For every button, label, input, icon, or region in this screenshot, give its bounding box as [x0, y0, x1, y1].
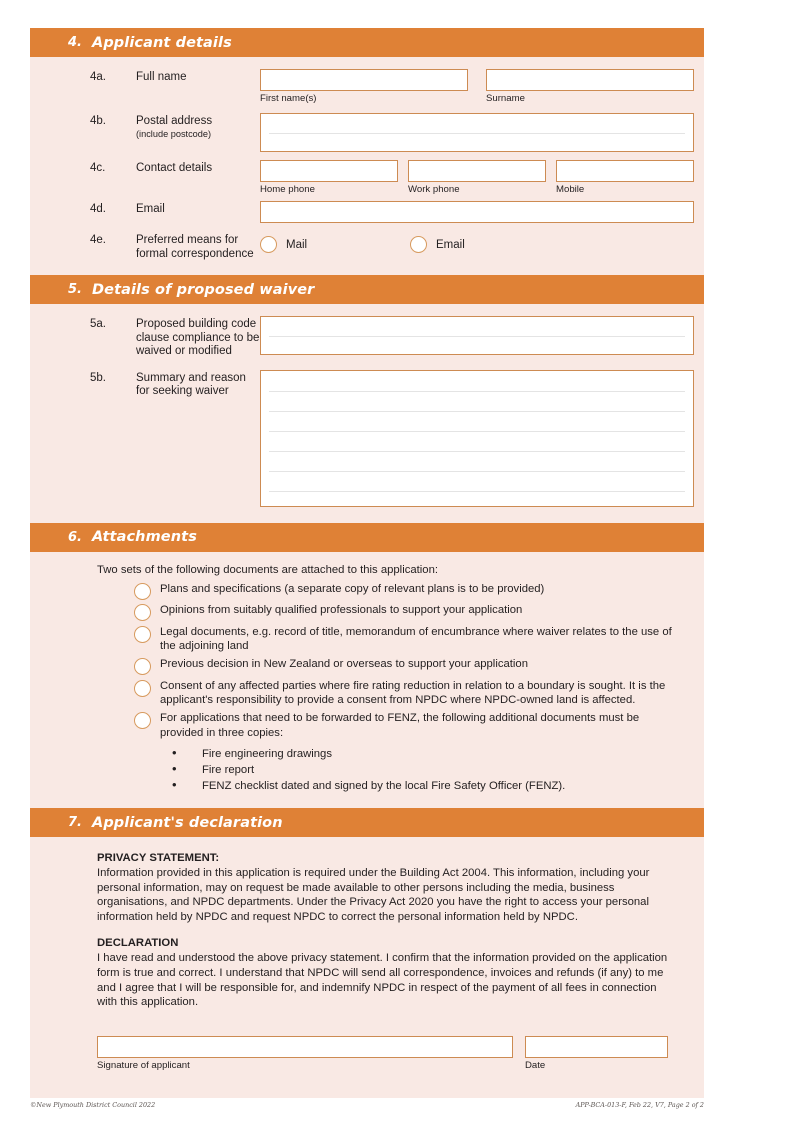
field-label: Contact details [136, 162, 213, 174]
field-index: 4e. [90, 234, 106, 246]
rule-line [269, 471, 685, 472]
work-phone-input[interactable] [408, 160, 546, 182]
radio-label: Mail [286, 238, 308, 251]
paragraph-spacer [97, 924, 668, 936]
radio-circle-icon[interactable] [134, 712, 151, 729]
section-title: Applicant's declaration [92, 814, 283, 831]
section-header-applicant-details [30, 28, 704, 57]
declaration-heading: DECLARATION [97, 937, 179, 950]
field-row-clause-compliance [40, 316, 694, 359]
field-label: Email [136, 203, 165, 215]
section-body-applicant-details [30, 57, 704, 275]
email-input[interactable] [260, 201, 694, 223]
attachment-label: Plans and specifications (a separate copy of relevant plans is to be provided) [160, 582, 545, 595]
first-name-input[interactable] [260, 69, 468, 91]
field-label: Preferred means for formal correspondence [136, 234, 254, 260]
surname-caption: Surname [486, 93, 525, 104]
footer-copyright: ©New Plymouth District Council 2022 [30, 1101, 156, 1109]
form-page [30, 28, 704, 1098]
attachment-label: Legal documents, e.g. record of title, memorandum of encumbrance where waiver relates to the use of the adjoining land [160, 625, 672, 652]
attachments-intro: Two sets of the following documents are attached to this application: [97, 563, 438, 576]
first-name-caption: First name(s) [260, 93, 317, 104]
field-label: Summary and reason for seeking waiver [136, 371, 246, 397]
attachment-label: Opinions from suitably qualified professionals to support your application [160, 604, 523, 616]
footer-document-reference: APP-BCA-013-F, Feb 22, V7, Page 2 of 2 [575, 1101, 704, 1109]
rule-line [269, 431, 685, 432]
postal-address-label: Postal address [136, 115, 213, 127]
field-index: 4a. [90, 71, 106, 83]
field-label [136, 113, 260, 140]
page-footer [30, 1101, 704, 1109]
radio-circle-icon[interactable] [134, 680, 151, 697]
section-header-proposed-waiver [30, 275, 704, 304]
radio-option-mail[interactable] [260, 236, 410, 253]
rule-line [269, 491, 685, 492]
field-row-summary-reason [40, 370, 694, 507]
declaration-body: I have read and understood the above privacy statement. I confirm that the information provided on the application form is true and correct. I understand that NPDC will send all correspondence, invoices and refunds (if any) to me and I agree that I will be responsible for, and indemnify NPDC in respect of the payment of all fees in connection with this application. [97, 952, 668, 1009]
field-index: 4d. [90, 203, 106, 215]
field-index: 4b. [90, 115, 106, 127]
field-label: Full name [136, 71, 187, 83]
privacy-statement-heading: PRIVACY STATEMENT: [97, 852, 220, 864]
rule-line [269, 411, 685, 412]
section-number: 6. [68, 529, 82, 545]
section-body-declaration [30, 837, 704, 1098]
field-row-contact-details [40, 160, 694, 196]
attachment-label: Consent of any affected parties where fire rating reduction in relation to a boundary is sought. It is the applicant's responsibility to provide a consent from NPDC where NPDC-owned land is affected. [160, 679, 666, 706]
attachment-option-fenz[interactable] [40, 711, 694, 740]
attachment-option-plans[interactable] [40, 582, 694, 600]
attachment-label: Previous decision in New Zealand or overseas to support your application [160, 658, 528, 670]
radio-circle-icon[interactable] [134, 604, 151, 621]
field-index: 5a. [90, 318, 106, 330]
section-number: 7. [68, 815, 82, 830]
rule-line [269, 391, 685, 392]
surname-input[interactable] [486, 69, 694, 91]
summary-reason-textarea[interactable] [260, 370, 694, 507]
clause-compliance-input[interactable] [260, 316, 694, 355]
field-index: 5b. [90, 371, 106, 384]
signature-caption: Signature of applicant [97, 1059, 190, 1071]
field-row-postal-address [40, 113, 694, 152]
radio-circle-icon[interactable] [134, 626, 151, 643]
list-item: • Fire report [172, 762, 694, 778]
field-row-email [40, 201, 694, 223]
section-header-declaration [30, 808, 704, 837]
radio-circle-icon[interactable] [410, 236, 427, 253]
postal-address-input[interactable] [260, 113, 694, 152]
field-label: Proposed building code clause compliance to be waived or modified [136, 318, 260, 357]
section-title: Applicant details [92, 34, 232, 51]
section-number: 5. [68, 282, 82, 297]
attachment-option-previous-decision[interactable] [40, 657, 694, 675]
field-index: 4c. [90, 162, 106, 174]
section-body-proposed-waiver [30, 304, 704, 523]
radio-circle-icon[interactable] [260, 236, 277, 253]
work-phone-caption: Work phone [408, 184, 460, 195]
radio-label: Email [436, 238, 465, 251]
section-title: Attachments [92, 529, 197, 545]
section-header-attachments [30, 523, 704, 552]
radio-option-email[interactable] [410, 236, 465, 253]
list-item: • FENZ checklist dated and signed by the local Fire Safety Officer (FENZ). [172, 778, 694, 794]
date-input[interactable] [525, 1036, 668, 1058]
home-phone-caption: Home phone [260, 184, 315, 195]
fenz-document-list [40, 746, 694, 794]
attachment-option-legal-documents[interactable] [40, 625, 694, 654]
list-item: • Fire engineering drawings [172, 746, 694, 762]
field-row-preferred-means [40, 232, 694, 261]
home-phone-input[interactable] [260, 160, 398, 182]
mobile-caption: Mobile [556, 184, 585, 195]
field-row-full-name [40, 69, 694, 105]
attachment-label: For applications that need to be forwarded to FENZ, the following additional documents must be provided in three copies: [160, 712, 640, 739]
privacy-statement-body: Information provided in this application is required under the Building Act 2004. This information, including your personal information, may on request be made available to other persons including the media, business organisations, and NPDC departments. Under the Privacy Act 2020 you have the right to access your personal information held by NPDC and request NPDC to correct the personal information held by NPDC. [97, 867, 650, 923]
section-number: 4. [68, 35, 82, 50]
signature-input[interactable] [97, 1036, 513, 1058]
section-title: Details of proposed waiver [92, 281, 315, 298]
date-caption: Date [525, 1059, 546, 1071]
radio-circle-icon[interactable] [134, 583, 151, 600]
attachment-option-consent-affected-parties[interactable] [40, 679, 694, 708]
radio-circle-icon[interactable] [134, 658, 151, 675]
section-body-attachments [30, 552, 704, 809]
attachment-option-opinions[interactable] [40, 603, 694, 621]
mobile-input[interactable] [556, 160, 694, 182]
rule-line [269, 451, 685, 452]
postal-address-sublabel: (include postcode) [136, 128, 212, 139]
